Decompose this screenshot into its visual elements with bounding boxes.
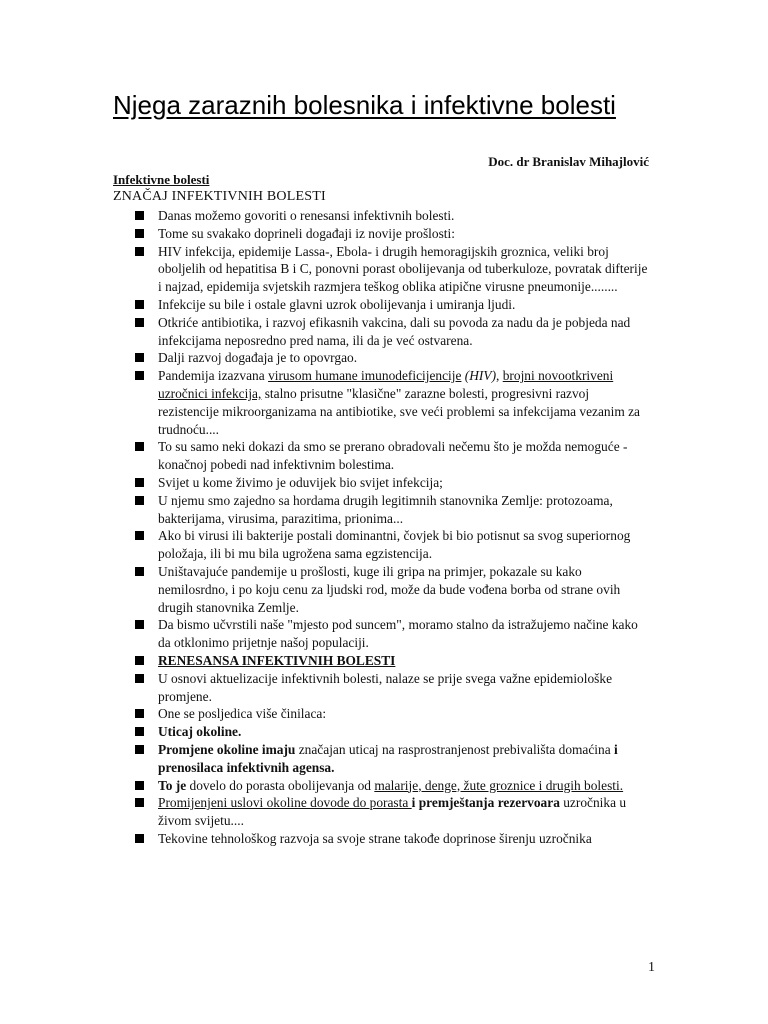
bullet-text: Ako bi virusi ili bakterije postali dominantni, čovjek bi bio potisnut sa svog superiornog položaja, ili bi mu bila ugrožena sama egzistencija. <box>158 528 631 562</box>
page-number: 1 <box>648 960 655 975</box>
bullet-text: RENESANSA INFEKTIVNIH BOLESTI <box>158 652 396 668</box>
bullet-text: To je <box>158 777 187 793</box>
square-bullet-icon <box>135 834 144 843</box>
document-title: Njega zaraznih bolesnika i infektivne bolesti <box>113 90 616 120</box>
square-bullet-icon <box>135 709 144 718</box>
bullet-item <box>135 705 653 723</box>
bullet-text: Da bismo učvrstili naše "mjesto pod suncem", moramo stalno da istražujemo načine kako da otklonimo prijetnje našoj populaciji. <box>158 617 638 651</box>
bullet-text: One se posljedica više činilaca: <box>158 706 327 722</box>
square-bullet-icon <box>135 478 144 487</box>
bullet-item <box>135 225 653 243</box>
bullet-item <box>135 830 653 848</box>
bullet-item <box>135 367 653 438</box>
bullet-item <box>135 777 653 795</box>
square-bullet-icon <box>135 229 144 238</box>
section-title: ZNAČAJ INFEKTIVNIH BOLESTI <box>113 189 326 204</box>
bullet-text: , <box>496 368 503 384</box>
bullet-text: dovelo do porasta obolijevanja od <box>186 777 375 793</box>
bullet-item <box>135 438 653 474</box>
square-bullet-icon <box>135 442 144 451</box>
square-bullet-icon <box>135 496 144 505</box>
bullet-text: Danas možemo govoriti o renesansi infektivnih bolesti. <box>158 208 455 223</box>
square-bullet-icon <box>135 727 144 736</box>
bullet-item <box>135 741 653 777</box>
square-bullet-icon <box>135 567 144 576</box>
square-bullet-icon <box>135 620 144 629</box>
bullet-item <box>135 527 653 563</box>
square-bullet-icon <box>135 318 144 327</box>
bullet-text: HIV infekcija, epidemije Lassa-, Ebola- i drugih hemoragijskih groznica, veliki broj oboljelih od hepatitisa B i C, ponovni porast obolijevanja od tuberkuloze, povratak difterije i najzad, epidemija svjetskih razmjera teškog oblika atipične virusne pneumonije........ <box>158 243 648 295</box>
bullet-item <box>135 492 653 528</box>
bullet-text: Pandemija izazvana <box>158 368 269 384</box>
bullet-text: uzročnika u živom svijetu.... <box>158 795 627 829</box>
bullet-text: značajan uticaj na rasprostranjenost prebivališta domaćina <box>295 741 615 757</box>
bullet-text: i prenosilaca infektivnih agensa. <box>158 741 618 775</box>
bullet-text: U osnovi aktuelizacije infektivnih bolesti, nalaze se prije svega važne epidemiološke promjene. <box>158 670 613 704</box>
bullet-item <box>135 207 653 225</box>
bullet-text: Dalji razvoj događaja je to opovrgao. <box>158 350 358 366</box>
bullet-list <box>135 207 653 848</box>
square-bullet-icon <box>135 798 144 807</box>
bullet-item <box>135 616 653 652</box>
bullet-text: Promijenjeni uslovi okoline dovode do porasta <box>158 795 412 811</box>
bullet-item <box>135 563 653 616</box>
bullet-text: To su samo neki dokazi da smo se prerano obradovali nečemu što je možda nemoguće - konačnoj pobedi nad infektivnim bolestima. <box>158 439 628 473</box>
square-bullet-icon <box>135 745 144 754</box>
bullet-text: Otkriće antibiotika, i razvoj efikasnih vakcina, dali su povoda za nadu da je pobjeda nad infekcijama neposredno pred nama, ili da je već ostvarena. <box>158 314 631 348</box>
square-bullet-icon <box>135 371 144 380</box>
bullet-item <box>135 243 653 296</box>
bullet-item <box>135 670 653 706</box>
square-bullet-icon <box>135 781 144 790</box>
author-line: Doc. dr Branislav Mihajlović <box>488 154 649 169</box>
square-bullet-icon <box>135 531 144 540</box>
square-bullet-icon <box>135 211 144 220</box>
bullet-item <box>135 794 653 830</box>
section-link: Infektivne bolesti <box>113 172 210 187</box>
square-bullet-icon <box>135 674 144 683</box>
bullet-text: malarije, denge, žute groznice i drugih bolesti. <box>374 777 624 793</box>
square-bullet-icon <box>135 353 144 362</box>
bullet-text: Svijet u kome živimo je oduvijek bio svijet infekcija; <box>158 474 443 490</box>
bullet-text: (HIV) <box>464 368 497 384</box>
bullet-item <box>135 474 653 492</box>
bullet-item <box>135 723 653 741</box>
square-bullet-icon <box>135 656 144 665</box>
bullet-text: Tome su svakako doprineli događaji iz novije prošlosti: <box>158 225 455 241</box>
bullet-text: brojni novootkriveni uzročnici infekcija, <box>158 368 614 401</box>
bullet-text: Tekovine tehnološkog razvoja sa svoje strane takođe doprinose širenju uzročnika <box>158 830 592 846</box>
bullet-text: i premještanja rezervoara <box>411 795 560 811</box>
square-bullet-icon <box>135 300 144 309</box>
bullet-text: stalno prisutne "klasične" zarazne bolesti, progresivni razvoj rezistencije mikroorganizama na antibiotike, sve veći problemi sa infekcijama vezanim za trudnoću.... <box>158 385 640 437</box>
bullet-item <box>135 652 653 670</box>
bullet-text: virusom humane imunodeficijencije <box>268 368 462 384</box>
bullet-item <box>135 296 653 314</box>
bullet-item <box>135 314 653 350</box>
bullet-text: Promjene okoline imaju <box>158 741 296 757</box>
bullet-text: U njemu smo zajedno sa hordama drugih legitimnih stanovnika Zemlje: protozoama, bakterijama, virusima, parazitima, prionima... <box>158 492 613 526</box>
bullet-text: Uništavajuće pandemije u prošlosti, kuge ili gripa na primjer, pokazale su kako nemilosrdno, i po koju cenu za ljudski rod, može da bude vođena borba od strane ovih drugih stanovnika Zemlje. <box>158 563 621 615</box>
bullet-text: Infekcije su bile i ostale glavni uzrok obolijevanja i umiranja ljudi. <box>158 296 516 312</box>
square-bullet-icon <box>135 247 144 256</box>
bullet-item <box>135 349 653 367</box>
bullet-text: Uticaj okoline. <box>158 724 242 740</box>
